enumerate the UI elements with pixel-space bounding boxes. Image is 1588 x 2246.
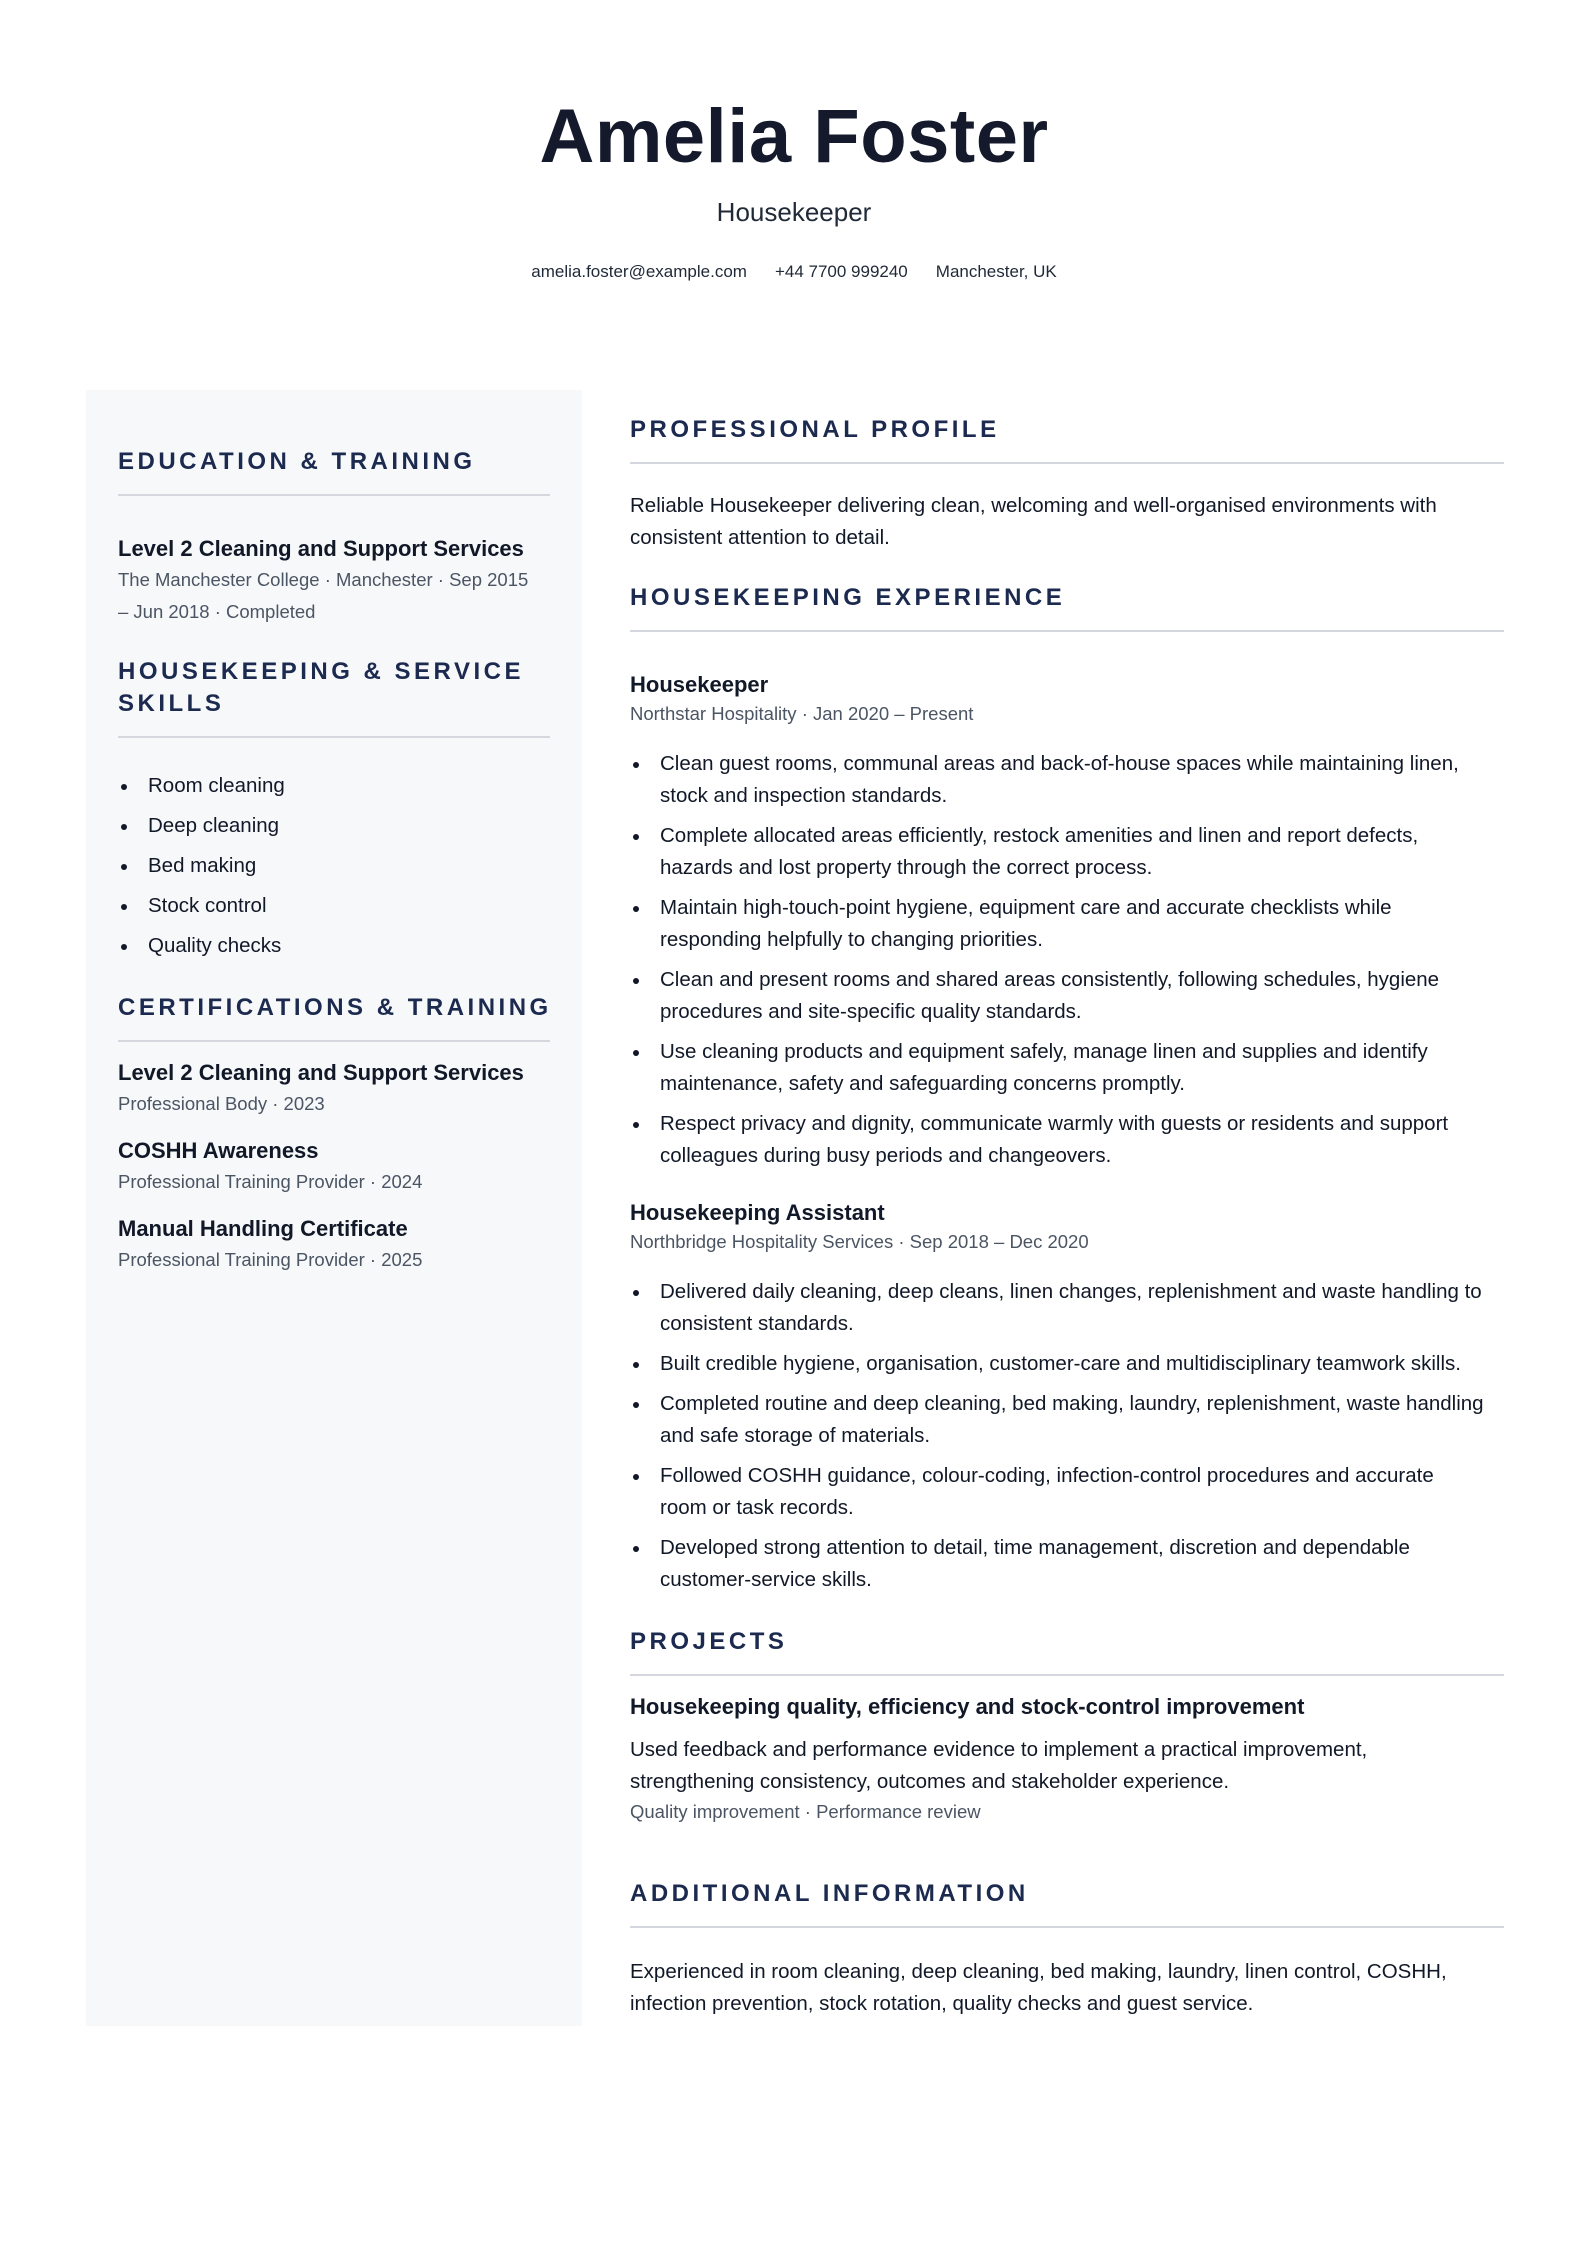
skills-divider xyxy=(118,736,550,738)
job-title: Housekeeper xyxy=(630,672,769,697)
certification-title: COSHH Awareness xyxy=(118,1138,319,1163)
skills-section-title-1: HOUSEKEEPING & SERVICE xyxy=(118,658,524,685)
job-bullet: Delivered daily cleaning, deep cleans, linen changes, replenishment and waste handling to consistent standards. xyxy=(630,1276,1510,1340)
certification-title: Manual Handling Certificate xyxy=(118,1216,408,1241)
certifications-divider xyxy=(118,1040,550,1042)
projects-divider xyxy=(630,1674,1504,1676)
project-meta: Quality improvement · Performance review xyxy=(630,1801,981,1822)
job-bullet: Developed strong attention to detail, time management, discretion and dependable customer-service skills. xyxy=(630,1532,1510,1596)
education-section-title: EDUCATION & TRAINING xyxy=(118,448,476,475)
additional-text-2: infection prevention, stock rotation, quality checks and guest service. xyxy=(630,1992,1254,2015)
skills-list xyxy=(118,770,550,970)
job-bullet: Complete allocated areas efficiently, restock amenities and linen and report defects, hazards and lost property through the correct process. xyxy=(630,820,1510,884)
skill-item: Stock control xyxy=(118,890,550,922)
skill-item: Bed making xyxy=(118,850,550,882)
additional-section-title: ADDITIONAL INFORMATION xyxy=(630,1880,1029,1907)
job-bullets xyxy=(630,748,1510,1180)
job-bullet: Clean and present rooms and shared areas consistently, following schedules, hygiene procedures and site-specific quality standards. xyxy=(630,964,1510,1028)
certification-meta: Professional Training Provider · 2025 xyxy=(118,1249,423,1270)
education-item-meta-2: – Jun 2018 · Completed xyxy=(118,601,316,622)
skill-item: Quality checks xyxy=(118,930,550,962)
certification-meta: Professional Training Provider · 2024 xyxy=(118,1171,423,1192)
profile-section-title: PROFESSIONAL PROFILE xyxy=(630,416,1000,443)
job-bullet: Maintain high-touch-point hygiene, equipment care and accurate checklists while responding helpfully to changing priorities. xyxy=(630,892,1510,956)
profile-text-1: Reliable Housekeeper delivering clean, welcoming and well-organised environments with xyxy=(630,494,1437,517)
profile-text-2: consistent attention to detail. xyxy=(630,526,890,549)
job-title: Housekeeping Assistant xyxy=(630,1200,885,1225)
additional-divider xyxy=(630,1926,1504,1928)
additional-text-1: Experienced in room cleaning, deep cleaning, bed making, laundry, linen control, COSHH, xyxy=(630,1960,1447,1983)
skill-item: Deep cleaning xyxy=(118,810,550,842)
project-text-1: Used feedback and performance evidence to implement a practical improvement, xyxy=(630,1738,1368,1761)
job-bullet: Followed COSHH guidance, colour-coding, infection-control procedures and accurate room or task records. xyxy=(630,1460,1510,1524)
education-item-title: Level 2 Cleaning and Support Services xyxy=(118,536,524,561)
education-item-meta-1: The Manchester College · Manchester · Sep 2015 xyxy=(118,569,529,590)
project-title: Housekeeping quality, efficiency and stock-control improvement xyxy=(630,1694,1305,1719)
sidebar xyxy=(86,390,582,2026)
email-link[interactable]: amelia.foster@example.com xyxy=(531,262,747,281)
skill-item: Room cleaning xyxy=(118,770,550,802)
job-bullet: Use cleaning products and equipment safely, manage linen and supplies and identify maintenance, safety and safeguarding concerns promptly. xyxy=(630,1036,1510,1100)
job-meta: Northbridge Hospitality Services · Sep 2018 – Dec 2020 xyxy=(630,1231,1089,1252)
job-meta: Northstar Hospitality · Jan 2020 – Present xyxy=(630,703,974,724)
phone-text: +44 7700 999240 xyxy=(774,262,908,281)
certification-title: Level 2 Cleaning and Support Services xyxy=(118,1060,524,1085)
job-bullet: Completed routine and deep cleaning, bed making, laundry, replenishment, waste handling and safe storage of materials. xyxy=(630,1388,1510,1452)
experience-divider xyxy=(630,630,1504,632)
project-text-2: strengthening consistency, outcomes and stakeholder experience. xyxy=(630,1770,1230,1793)
education-divider xyxy=(118,494,550,496)
skills-section-title-2: SKILLS xyxy=(118,690,225,717)
contact-line xyxy=(0,260,1588,284)
certification-meta: Professional Body · 2023 xyxy=(118,1093,325,1114)
experience-section-title: HOUSEKEEPING EXPERIENCE xyxy=(630,584,1066,611)
job-bullets xyxy=(630,1276,1510,1604)
job-bullet: Respect privacy and dignity, communicate warmly with guests or residents and support colleagues during busy periods and changeovers. xyxy=(630,1108,1510,1172)
projects-section-title: PROJECTS xyxy=(630,1628,788,1655)
candidate-role: Housekeeper xyxy=(716,197,872,227)
job-bullet: Clean guest rooms, communal areas and back-of-house spaces while maintaining linen, stock and inspection standards. xyxy=(630,748,1510,812)
profile-divider xyxy=(630,462,1504,464)
certifications-section-title: CERTIFICATIONS & TRAINING xyxy=(118,994,552,1021)
candidate-name: Amelia Foster xyxy=(539,94,1049,179)
job-bullet: Built credible hygiene, organisation, customer-care and multidisciplinary teamwork skills. xyxy=(630,1348,1510,1380)
location-text: Manchester, UK xyxy=(935,262,1057,281)
